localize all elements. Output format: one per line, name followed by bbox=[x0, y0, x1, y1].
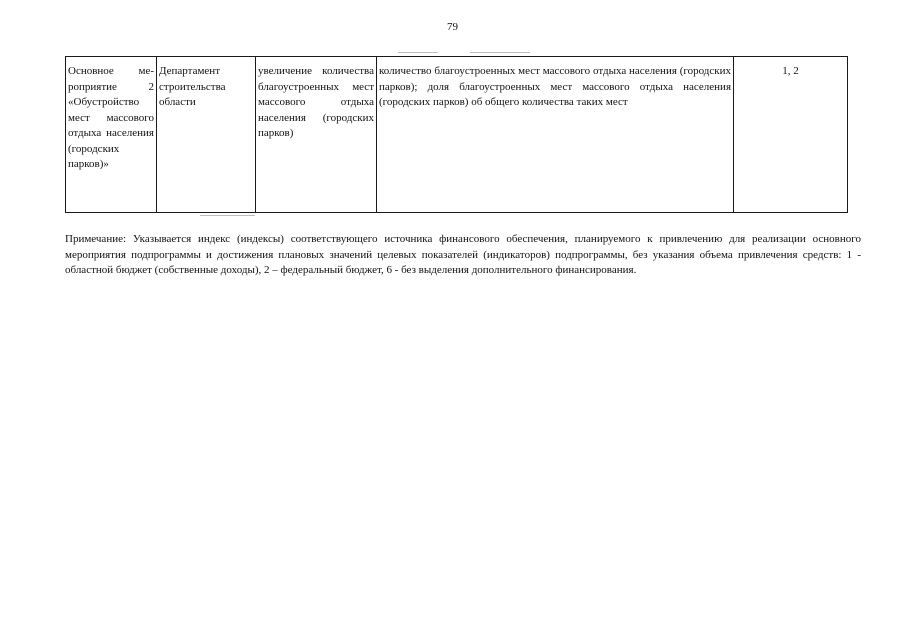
table-note: Примечание: Указывается индекс (индексы) соответствующего источника финансового обеспечения, планируемого к привлечению для реализации основного мероприятия подпрограммы и достижения плановых значений целевых показателей (индикаторов) подпрограммы, без указания объема привлечения средств: 1 - областной бюджет (собственные доходы), 2 – федеральный бюджет, 6 - без выделения дополнительного финансирования. bbox=[65, 233, 861, 276]
table-row bbox=[66, 57, 848, 213]
measures-table bbox=[65, 56, 848, 213]
scan-artifact bbox=[470, 52, 530, 53]
cell-executor: Департамент строительства области bbox=[157, 57, 256, 213]
scan-artifact bbox=[398, 52, 438, 53]
cell-indicator: количество благоустроенных мест массового отдыха населения (городских парков); доля благоустроенных мест массового отдыха населения (городских парков) об общего количества таких мест bbox=[377, 57, 734, 213]
cell-measure: Основное мероприятие 2 «Обустройство мест массового отдыха населения (городских парков)» bbox=[66, 57, 157, 213]
cell-funding-source: 1, 2 bbox=[734, 57, 848, 213]
page-number: 79 bbox=[447, 21, 458, 33]
scan-artifact bbox=[200, 215, 255, 216]
cell-result: увеличение количества благоустроенных мест массового отдыха населения (городских парков) bbox=[256, 57, 377, 213]
